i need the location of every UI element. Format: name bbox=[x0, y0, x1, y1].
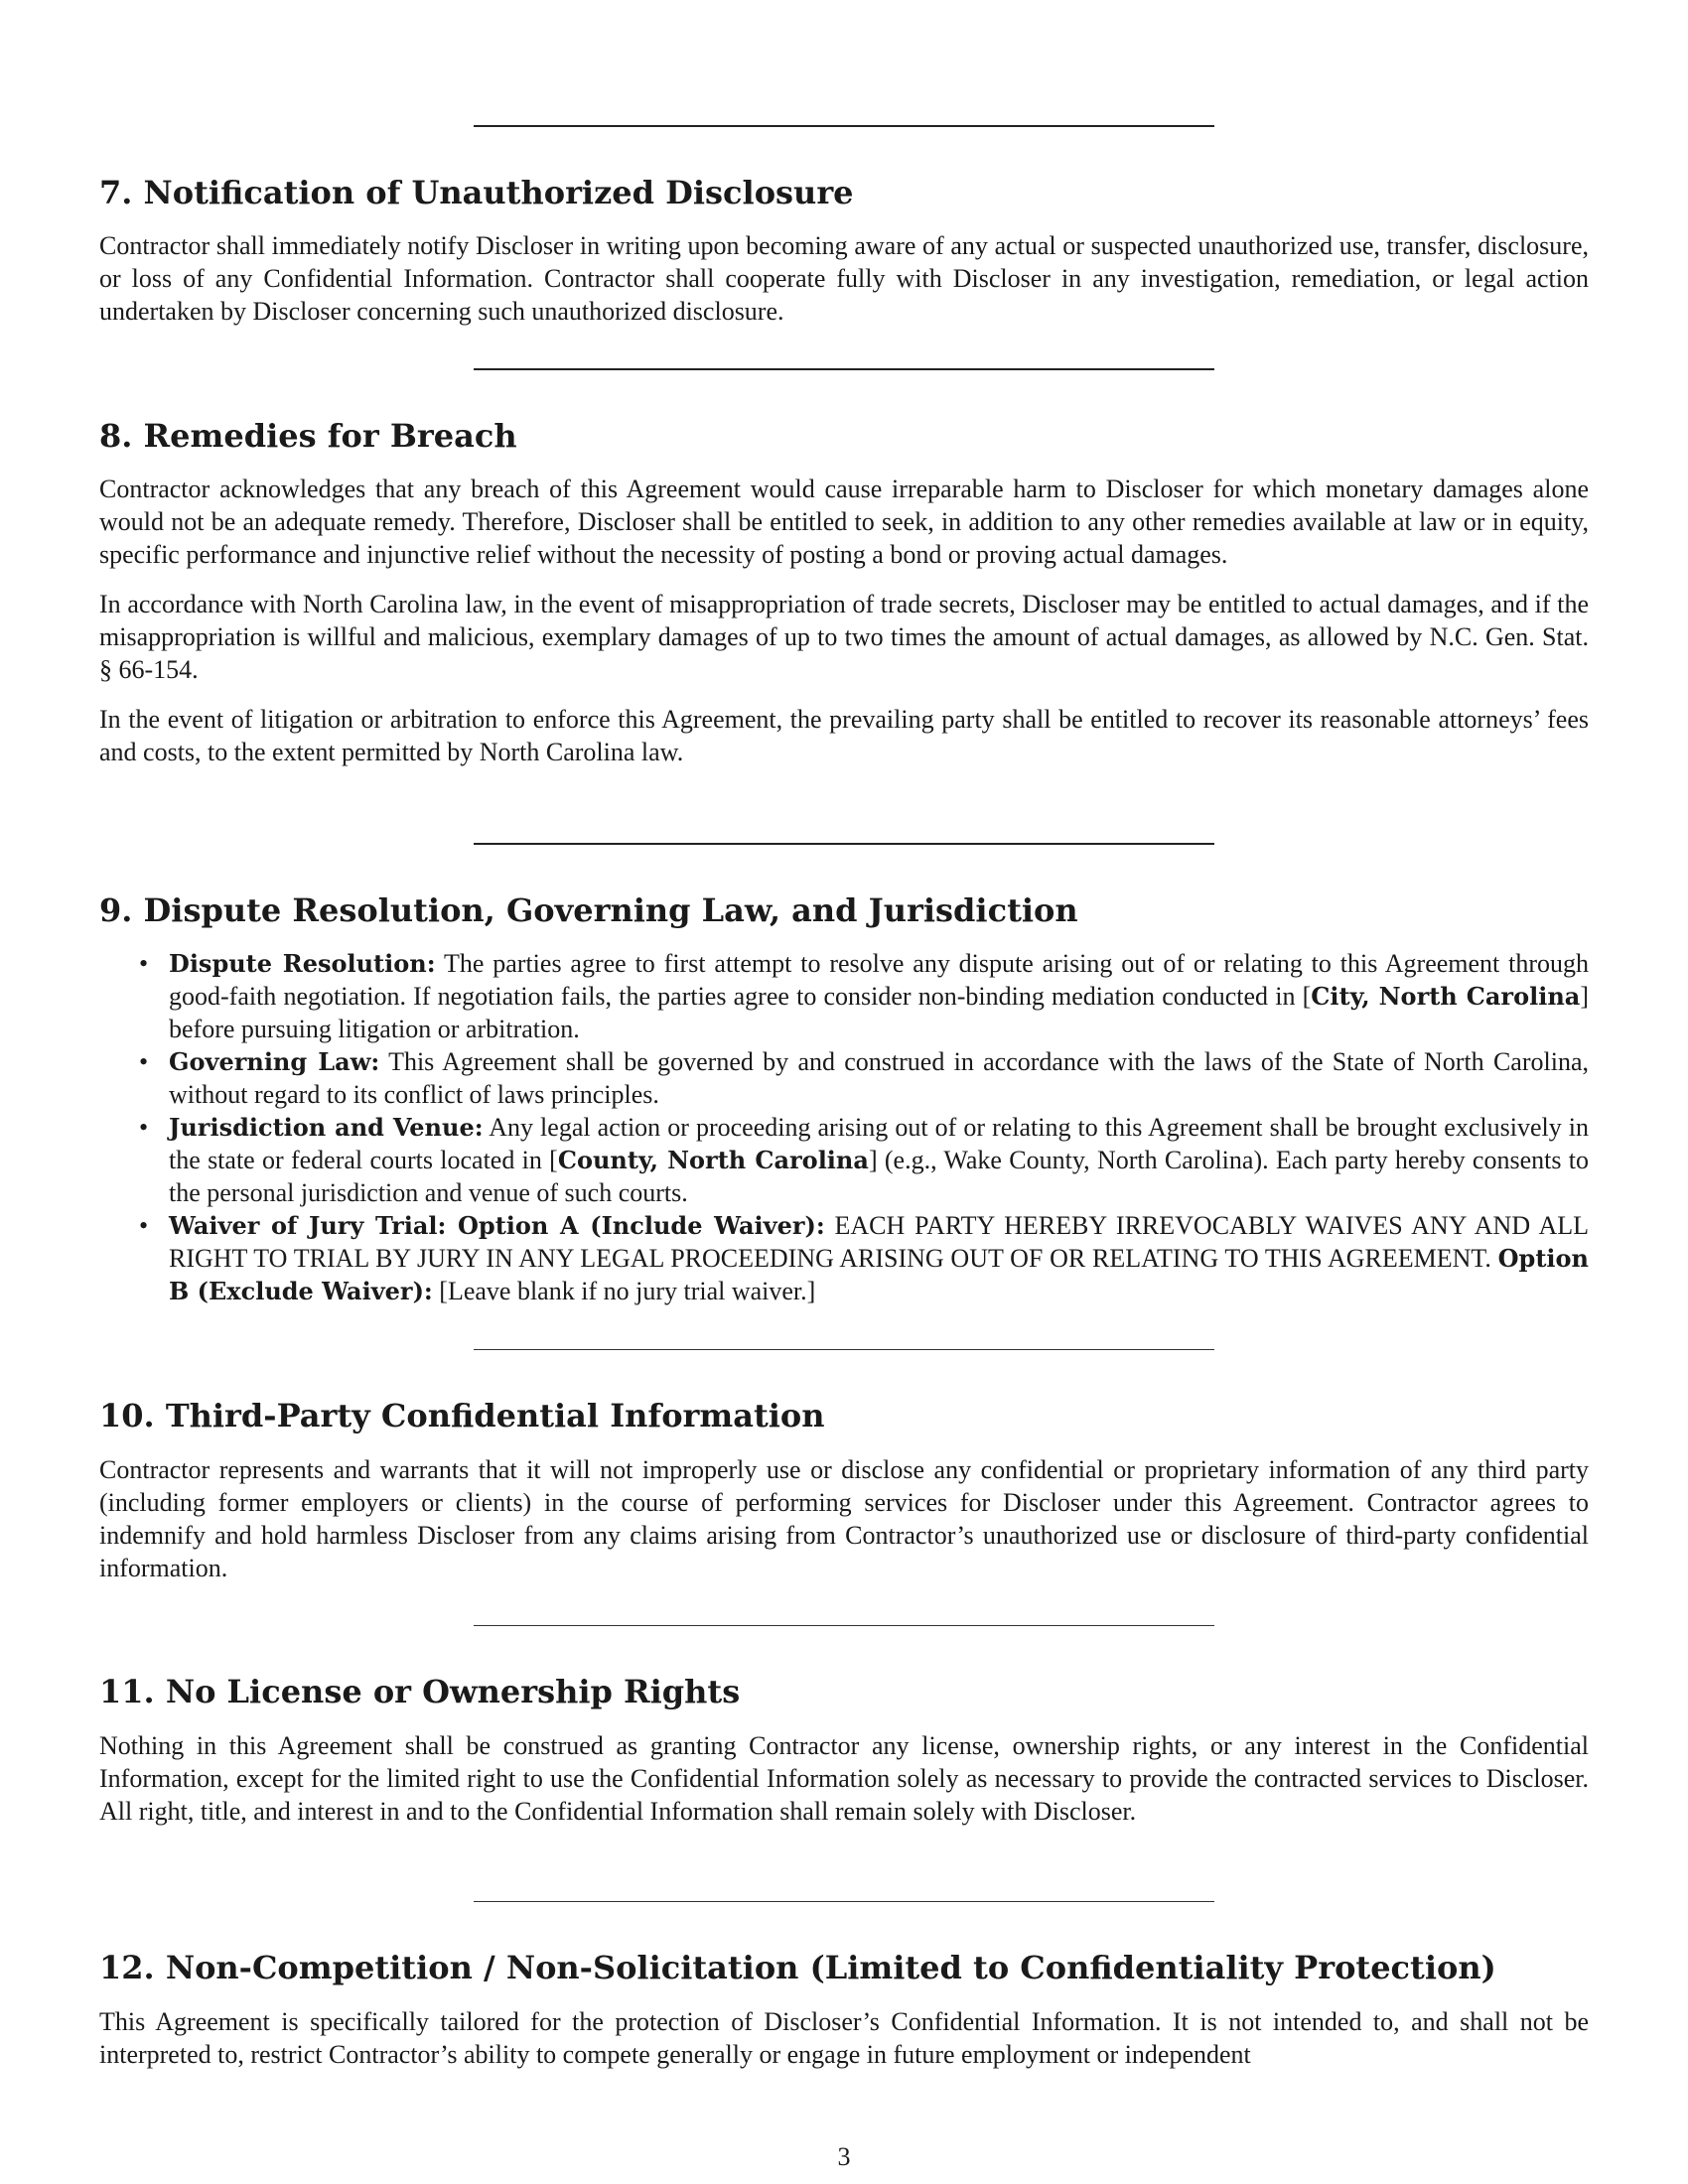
item-text: EACH PARTY HEREBY IRREVOCABLY WAIVES ANY AND ALL RIGHT TO TRIAL BY JURY IN ANY LEGAL PROCEEDING ARISING OUT OF OR RELATING TO THIS AGREEMENT. bbox=[169, 1211, 1589, 1273]
section-divider bbox=[474, 125, 1214, 127]
section-divider bbox=[474, 1625, 1214, 1626]
item-text: Any legal action or proceeding arising out of or relating to this Agreement shall be brought exclusively in the state or federal courts located in [ bbox=[169, 1113, 1589, 1174]
list-item-jury-waiver bbox=[99, 1209, 1589, 1307]
item-text: ] before pursuing litigation or arbitration. bbox=[169, 982, 1589, 1043]
paragraph: Contractor represents and warrants that it will not improperly use or disclose any confidential or proprietary information of any third party (including former employers or clients) in the course of performing services for Discloser under this Agreement. Contractor agrees to indemnify and hold harmless Discloser from any claims arising from Contractor’s unauthorized use or disclosure of third-party confidential information. bbox=[99, 1455, 1589, 1582]
section-12-heading: 12. Non-Competition / Non-Solicitation (Limited to Confidentiality Protection) bbox=[99, 1949, 1496, 1986]
item-label: Jurisdiction and Venue: bbox=[169, 1113, 484, 1142]
item-label: Dispute Resolution: bbox=[169, 949, 436, 978]
list-item-dispute-resolution bbox=[99, 947, 1589, 1045]
section-11-heading: 11. No License or Ownership Rights bbox=[99, 1673, 741, 1710]
section-divider bbox=[474, 843, 1214, 845]
placeholder-county: County, North Carolina bbox=[557, 1146, 869, 1174]
item-text: This Agreement shall be governed by and construed in accordance with the laws of the State of North Carolina, without regard to its conflict of laws principles. bbox=[169, 1047, 1589, 1109]
section-divider bbox=[474, 1349, 1214, 1350]
list-item-jurisdiction bbox=[99, 1111, 1589, 1209]
item-label: Waiver of Jury Trial: Option A (Include Waiver): bbox=[169, 1211, 825, 1240]
option-b-label: Option B (Exclude Waiver): bbox=[169, 1244, 1589, 1305]
section-divider bbox=[474, 368, 1214, 370]
section-8-body bbox=[99, 473, 1589, 785]
section-divider bbox=[474, 1901, 1214, 1902]
item-label: Governing Law: bbox=[169, 1047, 380, 1076]
section-7-heading: 7. Notification of Unauthorized Disclosure bbox=[99, 174, 854, 211]
paragraph: Contractor shall immediately notify Discloser in writing upon becoming aware of any actual or suspected unauthorized use, transfer, disclosure, or loss of any Confidential Information. Contractor shall cooperate fully with Discloser in any investigation, remediation, or legal action undertaken by Discloser concerning such unauthorized disclosure. bbox=[99, 231, 1589, 326]
section-9-list bbox=[99, 947, 1589, 1307]
page-number: 3 bbox=[837, 2142, 851, 2171]
paragraph: Contractor acknowledges that any breach of this Agreement would cause irreparable harm to Discloser for which monetary damages alone would not be an adequate remedy. Therefore, Discloser shall be entitled to seek, in addition to any other remedies available at law or in equity, specific performance and injunctive relief without the necessity of posting a bond or proving actual damages. bbox=[99, 475, 1589, 569]
item-text: The parties agree to first attempt to resolve any dispute arising out of or relating to this Agreement through good-faith negotiation. If negotiation fails, the parties agree to consider non-binding mediation conducted in [ bbox=[169, 949, 1590, 1011]
list-item-governing-law bbox=[99, 1045, 1589, 1111]
paragraph: In the event of litigation or arbitration to enforce this Agreement, the prevailing party shall be entitled to recover its reasonable attorneys’ fees and costs, to the extent permitted by North Carolina law. bbox=[99, 705, 1589, 766]
section-10-body bbox=[99, 1453, 1589, 1601]
section-11-body bbox=[99, 1729, 1589, 1844]
paragraph: Nothing in this Agreement shall be construed as granting Contractor any license, ownership rights, or any interest in the Confidential Information, except for the limited right to use the Confidential Information solely as necessary to provide the contracted services to Discloser. All right, title, and interest in and to the Confidential Information shall remain solely with Discloser. bbox=[99, 1731, 1589, 1826]
paragraph: This Agreement is specifically tailored for the protection of Discloser’s Confidential Information. It is not intended to, and shall not be interpreted to, restrict Contractor’s ability to compete generally or engage in future employment or independent bbox=[99, 2007, 1589, 2069]
item-text: [Leave blank if no jury trial waiver.] bbox=[432, 1277, 816, 1305]
section-10-heading: 10. Third-Party Confidential Information bbox=[99, 1397, 825, 1434]
section-7-body bbox=[99, 229, 1589, 344]
item-text: ] (e.g., Wake County, North Carolina). Each party hereby consents to the personal jurisdiction and venue of such courts. bbox=[169, 1146, 1590, 1207]
section-9-heading: 9. Dispute Resolution, Governing Law, and Jurisdiction bbox=[99, 891, 1078, 929]
section-12-body bbox=[99, 2005, 1589, 2088]
section-8-heading: 8. Remedies for Breach bbox=[99, 417, 517, 455]
paragraph: In accordance with North Carolina law, in the event of misappropriation of trade secrets, Discloser may be entitled to actual damages, and if the misappropriation is willful and malicious, exemplary damages of up to two times the amount of actual damages, as allowed by N.C. Gen. Stat. § 66-154. bbox=[99, 590, 1589, 684]
placeholder-city: City, North Carolina bbox=[1311, 982, 1581, 1011]
